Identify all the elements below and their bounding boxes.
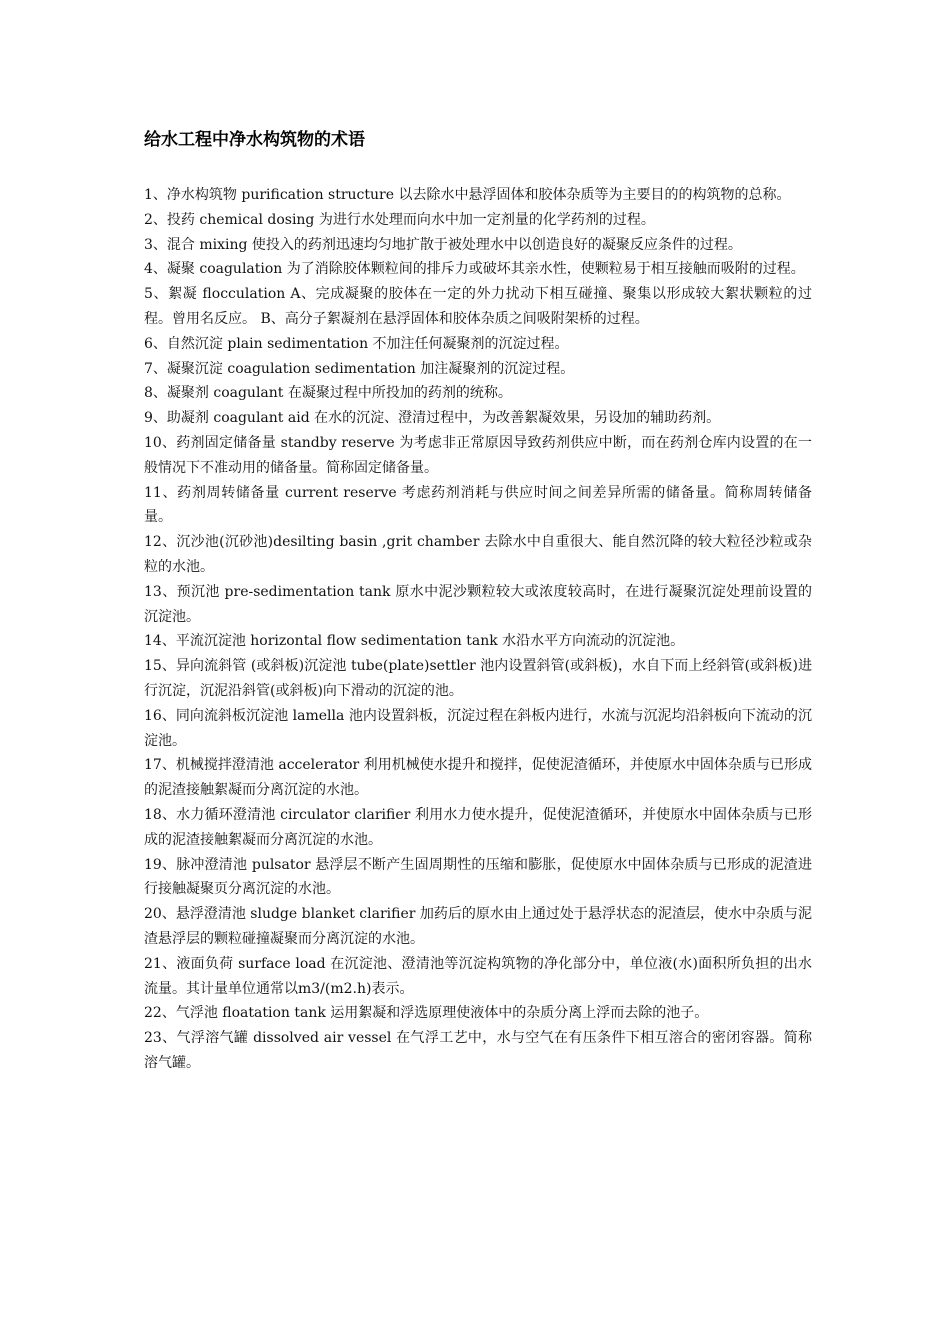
term-item — [144, 803, 812, 853]
term-item — [144, 853, 812, 903]
term-item — [144, 654, 812, 704]
term-text: 8、凝聚剂 coagulant 在凝聚过程中所投加的药剂的统称。 — [144, 385, 512, 402]
term-text: 3、混合 mixing 使投入的药剂迅速均匀地扩散于被处理水中以创造良好的凝聚反应条件的过程。 — [144, 236, 742, 253]
term-item — [144, 530, 812, 580]
term-text: 16、同向流斜板沉淀池 lamella 池内设置斜板，沉淀过程在斜板内进行，水流与沉泥均沿斜板向下流动的沉淀池。 — [144, 707, 812, 749]
term-text: 10、药剂固定储备量 standby reserve 为考虑非正常原因导致药剂供应中断，而在药剂仓库内设置的在一般情况下不准动用的储备量。简称固定储备量。 — [144, 434, 812, 476]
term-text: 7、凝聚沉淀 coagulation sedimentation 加注凝聚剂的沉淀过程。 — [144, 360, 575, 377]
term-item — [144, 332, 812, 357]
term-item — [144, 381, 812, 406]
term-item — [144, 208, 812, 233]
term-item — [144, 431, 812, 481]
term-item — [144, 704, 812, 754]
document-title: 给水工程中净水构筑物的术语 — [144, 130, 365, 150]
term-item — [144, 753, 812, 803]
term-text: 23、气浮溶气罐 dissolved air vessel 在气浮工艺中，水与空气在有压条件下相互溶合的密闭容器。简称溶气罐。 — [144, 1030, 812, 1071]
term-item — [144, 481, 812, 531]
term-text: 6、自然沉淀 plain sedimentation 不加注任何凝聚剂的沉淀过程。 — [144, 335, 569, 352]
term-item — [144, 233, 812, 258]
term-item — [144, 183, 812, 208]
term-text: 9、助凝剂 coagulant aid 在水的沉淀、澄清过程中，为改善絮凝效果，另设加的辅助药剂。 — [144, 410, 721, 427]
term-item — [144, 1026, 812, 1076]
term-list — [144, 183, 812, 1076]
term-text: 20、悬浮澄清池 sludge blanket clarifier 加药后的原水由上通过处于悬浮状态的泥渣层，使水中杂质与泥渣悬浮层的颗粒碰撞凝聚而分离沉淀的水池。 — [144, 906, 812, 947]
term-text: 18、水力循环澄清池 circulator clarifier 利用水力使水提升，促使泥渣循环，并使原水中固体杂质与已形成的泥渣接触絮凝而分离沉淀的水池。 — [144, 806, 812, 848]
term-text: 1、净水构筑物 purification structure 以去除水中悬浮固体和胶体杂质等为主要目的的构筑物的总称。 — [144, 187, 791, 203]
term-text: 19、脉冲澄清池 pulsator 悬浮层不断产生固周期性的压缩和膨胀，促使原水中固体杂质与已形成的泥渣进行接触凝聚页分离沉淀的水池。 — [144, 856, 812, 898]
term-text: 14、平流沉淀池 horizontal flow sedimentation tank 水沿水平方向流动的沉淀池。 — [144, 633, 685, 650]
document-page — [144, 128, 812, 1076]
term-item — [144, 257, 812, 282]
term-text: 2、投药 chemical dosing 为进行水处理而向水中加一定剂量的化学药剂的过程。 — [144, 211, 655, 228]
term-text: 22、气浮池 floatation tank 运用絮凝和浮选原理使液体中的杂质分离上浮而去除的池子。 — [144, 1005, 709, 1022]
term-item — [144, 580, 812, 630]
term-item — [144, 282, 812, 332]
term-item — [144, 1001, 812, 1026]
term-text: 17、机械搅拌澄清池 accelerator 利用机械使水提升和搅拌，促使泥渣循环，并使原水中固体杂质与已形成的泥渣接触絮凝而分离沉淀的水池。 — [144, 757, 812, 799]
term-text: 5、絮凝 flocculation A、完成凝聚的胶体在一定的外力扰动下相互碰撞、聚集以形成较大絮状颗粒的过程。曾用名反应。 B、高分子絮凝剂在悬浮固体和胶体杂质之间吸附架桥的过程。 — [144, 286, 812, 327]
term-item — [144, 902, 812, 952]
term-item — [144, 629, 812, 654]
term-item — [144, 357, 812, 382]
term-text: 21、液面负荷 surface load 在沉淀池、澄清池等沉淀构筑物的净化部分中，单位液(水)面积所负担的出水流量。其计量单位通常以m3/(m2.h)表示。 — [144, 955, 812, 997]
term-text: 12、沉沙池(沉砂池)desilting basin ,grit chamber 去除水中自重很大、能自然沉降的较大粒径沙粒或杂粒的水池。 — [144, 534, 812, 575]
term-item — [144, 406, 812, 431]
term-item — [144, 952, 812, 1002]
term-text: 4、凝聚 coagulation 为了消除胶体颗粒间的排斥力或破坏其亲水性，使颗粒易于相互接触而吸附的过程。 — [144, 261, 805, 278]
term-text: 13、预沉池 pre-sedimentation tank 原水中泥沙颗粒较大或浓度较高时，在进行凝聚沉淀处理前设置的沉淀池。 — [144, 583, 812, 625]
term-text: 15、异向流斜管 (或斜板)沉淀池 tube(plate)settler 池内设置斜管(或斜板)，水自下而上经斜管(或斜板)进行沉淀，沉泥沿斜管(或斜板)向下滑动的沉淀的池。 — [144, 658, 812, 699]
term-text: 11、药剂周转储备量 current reserve 考虑药剂消耗与供应时间之间差异所需的储备量。简称周转储备量。 — [144, 484, 812, 526]
